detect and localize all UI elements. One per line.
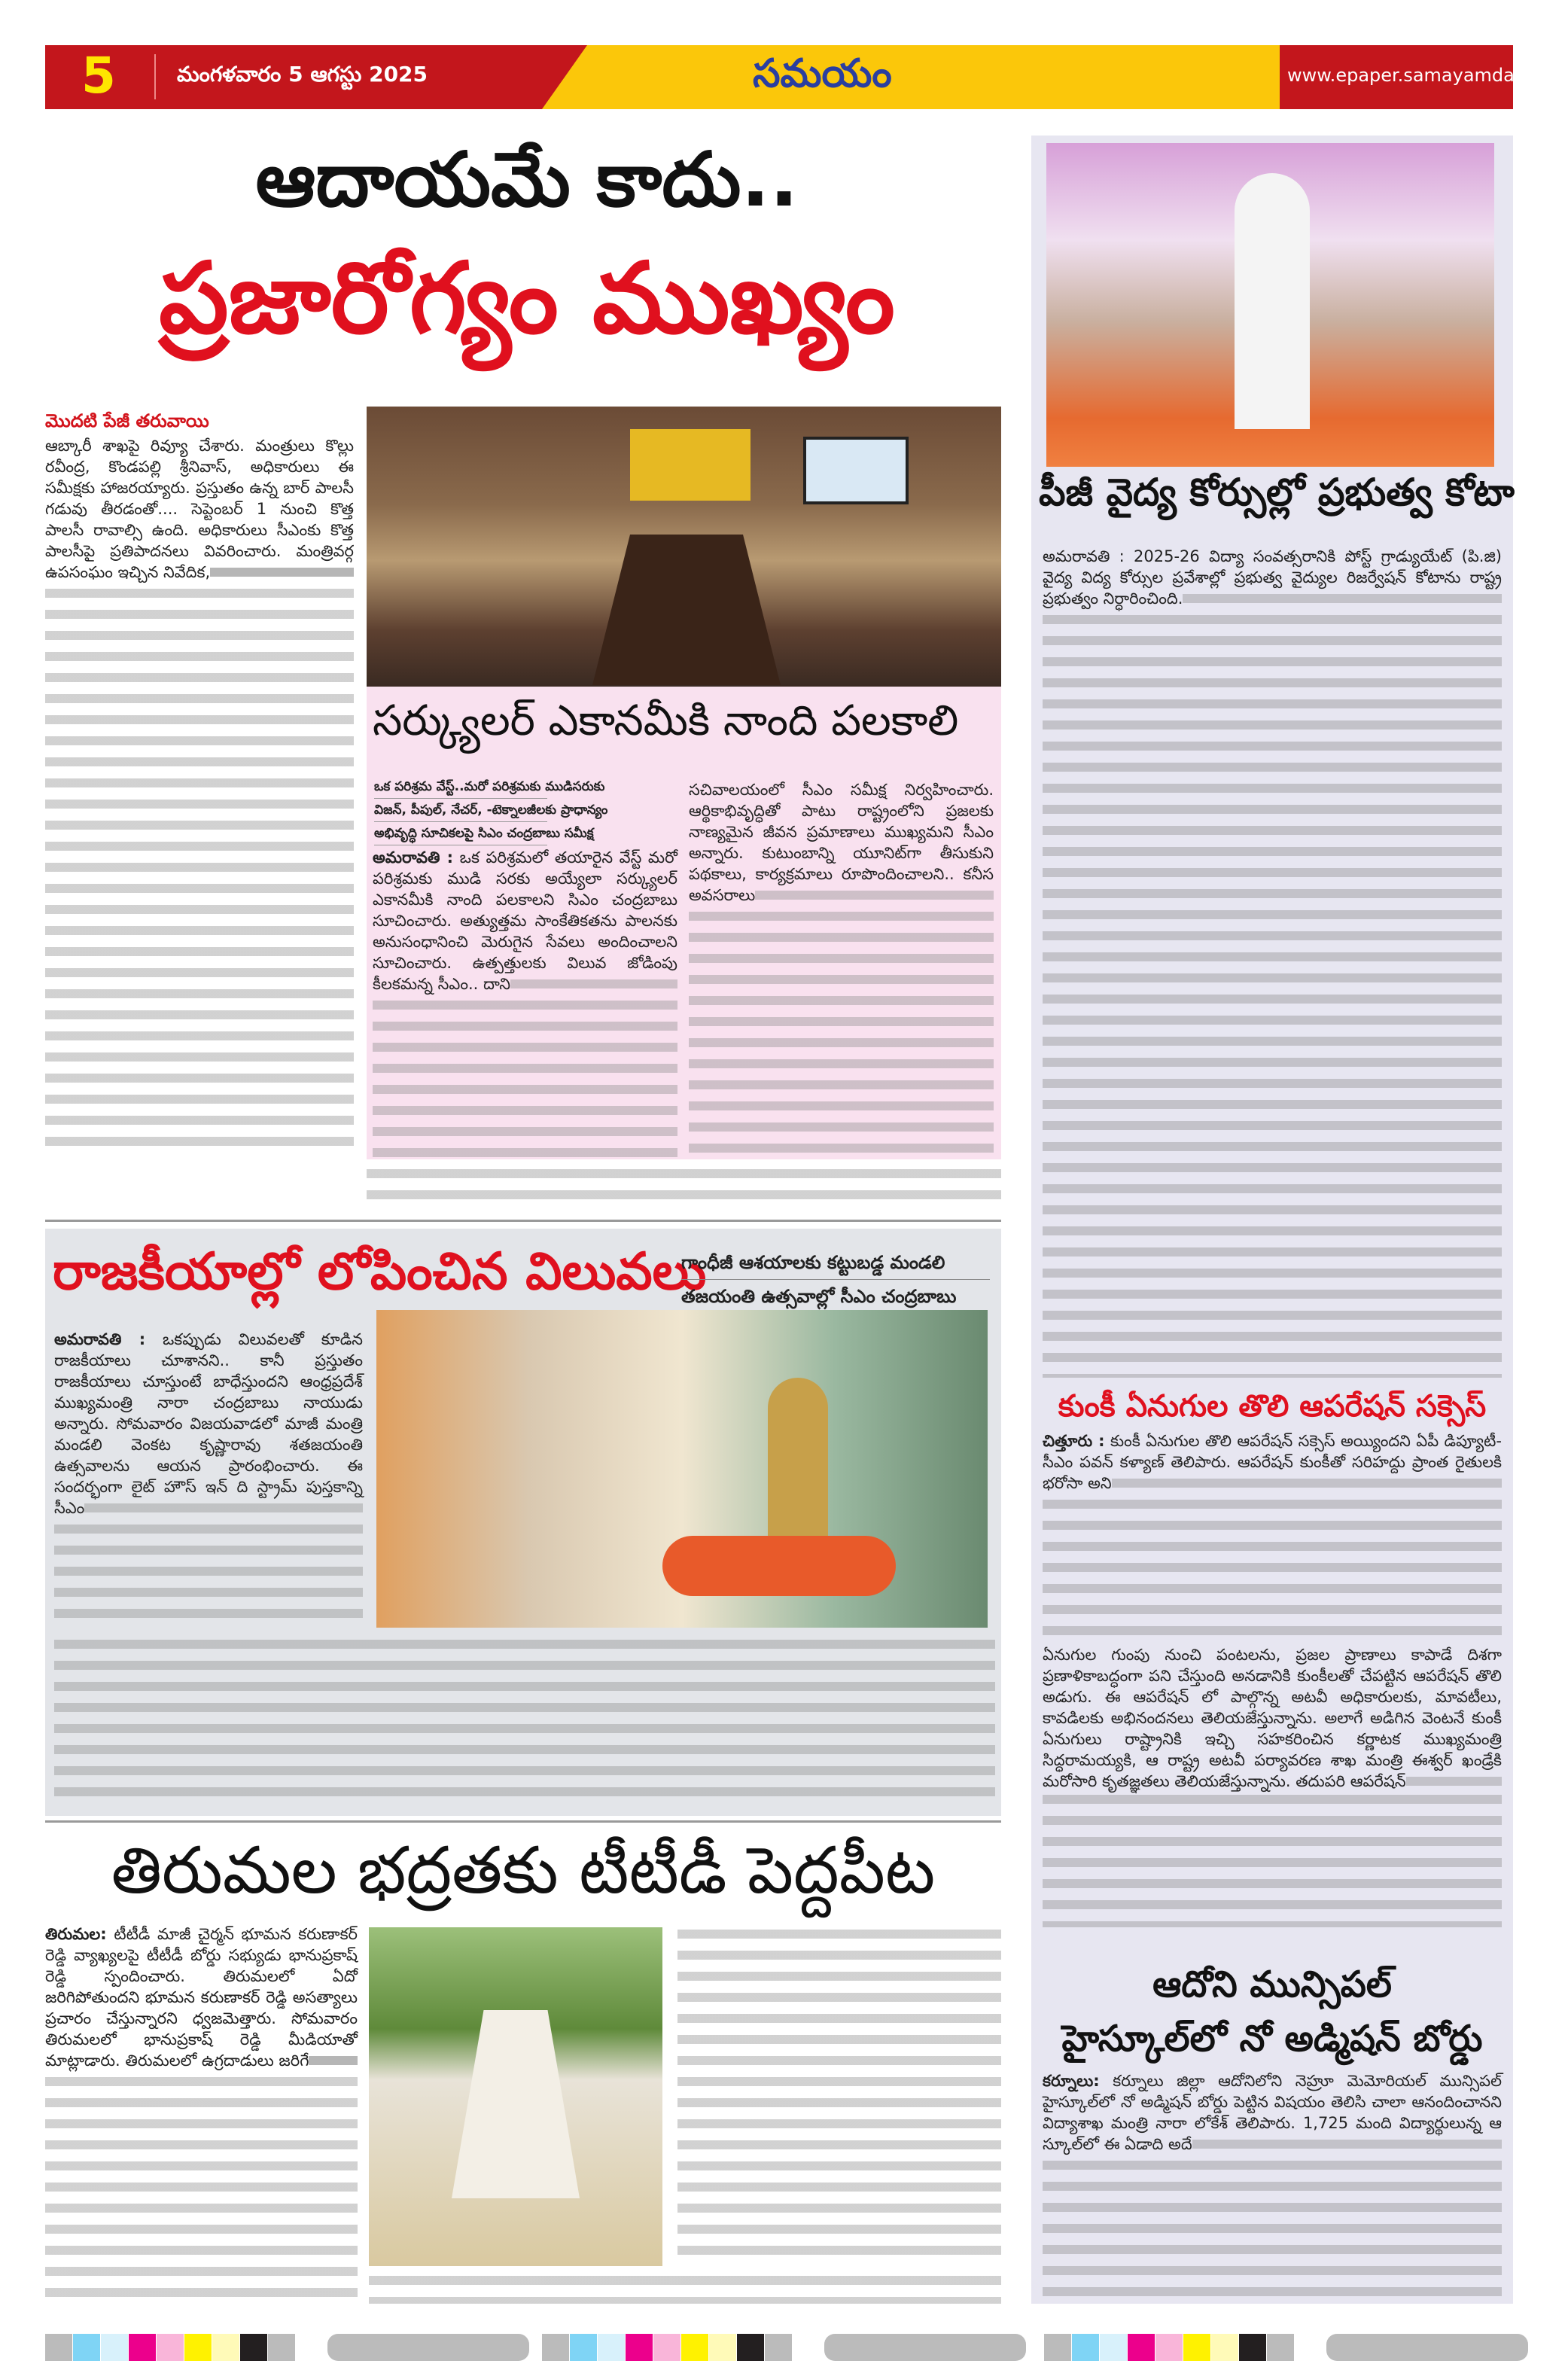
issue-date: మంగళవారం 5 ఆగస్టు 2025 — [177, 62, 428, 87]
masthead-band — [542, 45, 1280, 109]
color-swatch — [129, 2334, 156, 2361]
lead-body-column — [45, 435, 354, 1158]
color-swatch — [1267, 2334, 1294, 2361]
lead-body: ఆబ్కారీ శాఖపై రివ్యూ చేశారు. మంత్రులు కొల్లు రవీంద్ర, కొండపల్లి శ్రీనివాస్, అధికారులు ఈ సమీక్షకు హాజరయ్యారు. ప్రస్తుతం ఉన్న బార్ పాలసీ గడువు తీరడంతో.... సెప్టెంబర్ 1 నుంచి కొత్త పాలసీ రావాల్సి ఉంది. అధికారులు సీఎంకు కొత్త పాలసీపై ప్రతిపాదనలు వివరించారు. మంత్రివర్గ ఉపసంఘం ఇచ్చిన నివేదిక, — [45, 437, 354, 581]
subhead: విజన్, పీపుల్, నేచర్, -టెక్నాలజీలకు ప్రాధాన్యం — [374, 799, 547, 822]
lead-headline-top: ఆదాయమే కాదు.. — [255, 136, 799, 224]
color-swatch — [157, 2334, 184, 2361]
color-swatch — [1183, 2334, 1210, 2361]
color-swatch — [737, 2334, 764, 2361]
color-swatch — [73, 2334, 100, 2361]
grey-bar — [1326, 2334, 1528, 2361]
color-swatch — [45, 2334, 72, 2361]
color-swatch — [1155, 2334, 1183, 2361]
color-swatch — [1100, 2334, 1127, 2361]
circular-body-column-2 — [689, 779, 994, 1159]
pg-medical-body-column — [1043, 546, 1502, 1378]
tirumala-text-lines — [677, 1924, 1001, 2266]
color-swatch — [681, 2334, 708, 2361]
pg-medical-body: అమరావతి : 2025-26 విద్యా సంవత్సరానికి పోస్ట్ గ్రాడ్యుయేట్ (పి.జి) వైద్య విద్య కోర్సుల ప్రవేశాల్లో ప్రభుత్వ వైద్యుల రిజర్వేషన్ కోటాను రాష్ట్ర ప్రభుత్వం నిర్ధారించింది. — [1043, 547, 1502, 608]
color-swatch — [765, 2334, 792, 2361]
color-swatch — [184, 2334, 212, 2361]
kunki-body-column — [1043, 1430, 1502, 1927]
dateline: చిత్తూరు : — [1043, 1432, 1105, 1450]
subhead: అభివృద్ధి సూచికలపై సిఎం చంద్రబాబు సమీక్ష — [374, 822, 547, 845]
subhead: గాంధీజీ ఆశయాలకు కట్టుబడ్డ మండలి — [681, 1246, 990, 1280]
tirumala-temple-photo — [369, 1927, 662, 2266]
kunki-headline: కుంకీ ఏనుగుల తొలి ఆపరేషన్ సక్సెస్ — [1058, 1389, 1487, 1424]
section-divider — [45, 1820, 1001, 1823]
tirumala-text-lines — [369, 2270, 1001, 2304]
circular-subheads — [374, 775, 608, 845]
adoni-headline — [1039, 1957, 1506, 2066]
dateline: కర్నూలు: — [1043, 2072, 1100, 2090]
color-swatch — [598, 2334, 625, 2361]
color-swatch — [240, 2334, 267, 2361]
kunki-body-2: ఏనుగుల గుంపు నుంచి పంటలను, ప్రజల ప్రాణాలు కాపాడే దిశగా ప్రణాళికాబద్ధంగా పని చేస్తుంది అనడానికి కుంకీలతో చేపట్టిన ఆపరేషన్ తొలి అడుగు. ఈ ఆపరేషన్ లో పాల్గొన్న అటవీ అధికారులకు, మావటీలు, కావడిలకు అభినందనలు తెలియజేస్తున్నాను. అలాగే అడిగిన వెంటనే కుంకీ ఏనుగులు రాష్ట్రానికి ఇచ్చి సహకరించిన కర్ణాటక ముఖ్యమంత్రి సిద్ధరామయ్యకి, ఆ రాష్ట్ర అటవీ పర్యావరణ శాఖ మంత్రి ఈశ్వర్ ఖండ్రేకి మరోసారి కృతజ్ఞతలు తెలియజేస్తున్నాను. తదుపరి ఆపరేషన్ — [1043, 1646, 1502, 1790]
grey-bar — [824, 2334, 1026, 2361]
tirumala-body-column — [45, 1924, 358, 2300]
circular-headline: సర్క్యులర్ ఎకానమీకి నాంది పలకాలి — [373, 696, 959, 745]
politics-body-column — [54, 1329, 363, 1626]
color-swatch — [653, 2334, 680, 2361]
centenary-event-photo — [376, 1310, 988, 1628]
adoni-body-column — [1043, 2070, 1502, 2300]
circular-body: ఒక పరిశ్రమలో తయారైన వేస్ట్ మరో పరిశ్రమకు ముడి సరకు అయ్యేలా సర్క్యులర్ ఎకానమీకి నాంది పలకాలని సిఎం చంద్రబాబు సూచించారు. అత్యుత్తమ సాంకేతికతను పాలనకు అనుసంధానించి మెరుగైన సేవలు అందించాలని సూచించారు. ఉత్పత్తులకు విలువ జోడింపు కీలకమన్న సీఎం.. దాని — [373, 848, 677, 993]
politics-subheads — [681, 1246, 990, 1313]
photo-gopuram — [452, 2010, 580, 2198]
kunki-body: కుంకీ ఏనుగుల తొలి ఆపరేషన్ సక్సెస్ అయ్యిందని ఏపీ డిప్యూటీ- సీఎం పవన్ కళ్యాణ్ తెలిపారు. ఆపరేషన్ కుంకీతో సరిహద్దు ప్రాంత రైతులకి భరోసా అని — [1043, 1432, 1502, 1492]
photo-table — [592, 535, 781, 685]
continued-text-lines — [367, 1163, 1001, 1207]
cm-review-meeting-photo — [367, 407, 1001, 687]
subhead: తజయంతి ఉత్సవాల్లో సీఎం చంద్రబాబు — [681, 1286, 957, 1307]
color-swatch — [268, 2334, 295, 2361]
photo-flowers — [662, 1536, 896, 1596]
masthead-logo: సమయం — [753, 51, 892, 96]
color-swatch — [570, 2334, 597, 2361]
photo-screen — [803, 437, 909, 504]
dateline: తిరుమల: — [45, 1925, 107, 1943]
politics-text-lines — [54, 1634, 995, 1807]
dateline: అమరావతి : — [54, 1330, 146, 1348]
tirumala-headline: తిరుమల భద్రతకు టీటీడీ పెద్దపీట — [111, 1833, 936, 1908]
dateline: అమరావతి : — [373, 848, 454, 867]
grey-bar — [327, 2334, 529, 2361]
color-swatch — [1239, 2334, 1266, 2361]
adoni-headline-line1: ఆదోని మున్సిపల్ — [1152, 1963, 1392, 2006]
pg-medical-event-photo — [1046, 143, 1494, 467]
color-swatch — [212, 2334, 239, 2361]
color-swatch — [1072, 2334, 1099, 2361]
color-swatch — [709, 2334, 736, 2361]
circular-body-column-1 — [373, 847, 677, 1159]
adoni-body: కర్నూలు జిల్లా ఆదోనిలోని నెహ్రూ మెమోరియల్ మున్సిపల్ హైస్కూల్‌లో నో అడ్మిషన్ బోర్డు పెట్టిన విషయం తెలిసి చాలా ఆనందించానని విద్యాశాఖ మంత్రి నారా లోకేశ్ తెలిపారు. 1,725 మంది విద్యార్థులున్న ఆ స్కూల్‌లో ఈ ఏడాది అదే — [1043, 2072, 1502, 2153]
page-number: 5 — [81, 47, 116, 105]
adoni-headline-line2: హైస్కూల్‌లో నో అడ్మిషన్ బోర్డు — [1061, 2018, 1483, 2060]
color-swatch — [626, 2334, 653, 2361]
color-swatch — [1211, 2334, 1238, 2361]
politics-headline: రాజకీయాల్లో లోపించిన విలువలు — [53, 1242, 707, 1302]
section-divider — [45, 1220, 1001, 1222]
color-swatch — [1128, 2334, 1155, 2361]
continued-label: మొదటి పేజీ తరువాయి — [45, 410, 209, 431]
divider — [154, 54, 156, 99]
tirumala-body: టీటీడీ మాజీ చైర్మన్ భూమన కరుణాకర్ రెడ్డి వ్యాఖ్యలపై టీటీడీ బోర్డు సభ్యుడు భానుప్రకాష్ రెడ్డి స్పందించారు. తిరుమలలో ఏదో జరిగిపోతుందని భూమన కరుణాకర్ రెడ్డి అసత్యాలు ప్రచారం చేస్తున్నారని ధ్వజమెత్తారు. సోమవారం తిరుమలలో భానుప్రకాష్ రెడ్డి మీడియాతో మాట్లాడారు. తిరుమలలో ఉగ్రదాడులు జరిగే — [45, 1925, 358, 2070]
color-swatch — [1044, 2334, 1071, 2361]
color-swatch — [542, 2334, 569, 2361]
page-header — [45, 45, 1568, 109]
color-swatch — [101, 2334, 128, 2361]
epaper-url[interactable]: www.epaper.samayamdaily.net — [1287, 65, 1568, 86]
politics-body: ఒకప్పుడు విలువలతో కూడిన రాజకీయాలు చూశానని.. కానీ ప్రస్తుతం రాజకీయాలు చూస్తుంటే బాధేస్తుందని ఆంధ్రప్రదేశ్ ముఖ్యమంత్రి నారా చంద్రబాబు నాయుడు అన్నారు. సోమవారం విజయవాడలో మాజీ మంత్రి మండలి వెంకట కృష్ణారావు శతజయంతి ఉత్సవాలను ఆయన ప్రారంభించారు. ఈ సందర్భంగా లైట్ హౌస్ ఇన్ ది స్ట్రామ్ పుస్తకాన్ని సీఎం — [54, 1330, 363, 1517]
photo-speaker — [1235, 173, 1310, 429]
subhead: ఒక పరిశ్రమ వేస్ట్..మరో పరిశ్రమకు ముడిసరుకు — [374, 775, 547, 799]
pg-medical-headline: పీజీ వైద్య కోర్సుల్లో ప్రభుత్వ కోటా — [1039, 471, 1515, 514]
photo-statue — [768, 1378, 828, 1558]
circular-body-2: సచివాలయంలో సీఎం సమీక్ష నిర్వహించారు. ఆర్థికాభివృద్ధితో పాటు రాష్ట్రంలోని ప్రజలకు నాణ్యమైన జీవన ప్రమాణాలు ముఖ్యమని సీఎం అన్నారు. కుటుంబాన్ని యూనిట్‌గా తీసుకుని పథకాలు, కార్యక్రమాలు రూపొందించాలని.. కనీస అవసరాలు — [689, 781, 994, 904]
photo-backdrop — [630, 429, 751, 501]
lead-headline-main: ప్రజారోగ్యం ముఖ్యం — [159, 241, 895, 355]
